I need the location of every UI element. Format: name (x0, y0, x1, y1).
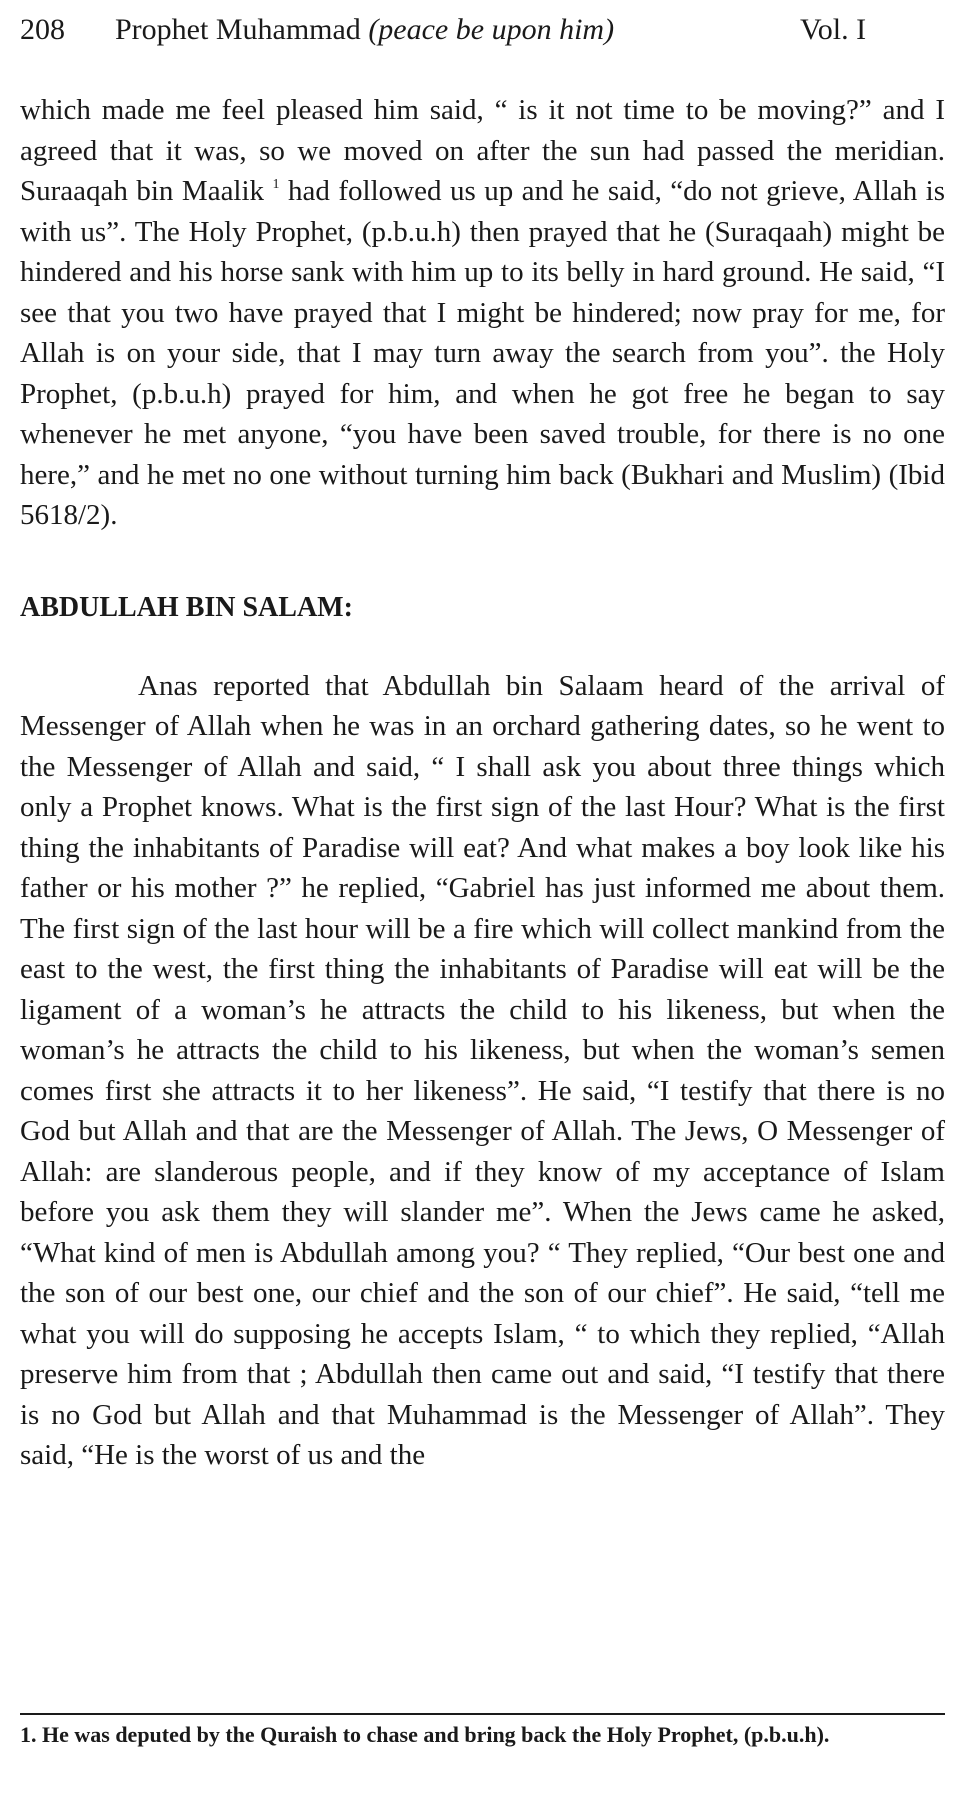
footnote: 1. He was deputed by the Quraish to chase and bring back the Holy Prophet, (p.b.u.h). (20, 1722, 830, 1747)
page-number: 208 (20, 13, 65, 46)
paragraph-text: which made me feel pleased him said, “ is it not time to be moving?” and I agreed that it was, so we moved on after the sun had passed the meridian. Suraaqah bin Maalik (20, 94, 945, 207)
book-title-subtitle: (peace be upon him) (368, 13, 615, 46)
book-title-main: Prophet Muhammad (115, 13, 361, 46)
running-header (20, 10, 945, 50)
body-text (20, 90, 945, 1476)
paragraph-text: had followed us up and he said, “do not grieve, Allah is with us”. The Holy Prophet, (p.b.u.h) then prayed that he (Suraqaah) might be hindered and his horse sank with him up to its belly in hard ground. He said, “I see that you two have prayed that I might be hindered; now pray for me, for Allah is on your side, that I may turn away the search from you”. the Holy Prophet, (p.b.u.h) prayed for him, and when he got free he began to say whenever he met anyone, “you have been saved trouble, for there is no one here,” and he met no one without turning him back (Bukhari and Muslim) (Ibid 5618/2). (20, 175, 946, 531)
section-paragraph: Anas reported that Abdullah bin Salaam heard of the arrival of Messenger of Allah when he was in an orchard gathering dates, so he went to the Messenger of Allah and said, “ I shall ask you about three things which only a Prophet knows. What is the first sign of the last Hour? What is the first thing the inhabitants of Paradise will eat? And what makes a boy look like his father or his mother ?” he replied, “Gabriel has just informed me about them. The first sign of the last hour will be a fire which will collect mankind from the east to the west, the first thing the inhabitants of Paradise will eat will be the ligament of a woman’s he attracts the child to his likeness, but when the woman’s he attracts the child to his likeness, but when the woman’s semen comes first she attracts it to her likeness”. He said, “I testify that there is no God but Allah and that are the Messenger of Allah. The Jews, O Messenger of Allah: are slanderous people, and if they know of my acceptance of Islam before you ask them they will slander me”. When the Jews came he asked, “What kind of men is Abdullah among you? “ They replied, “Our best one and the son of our best one, our chief and the son of our chief”. He said, “tell me what you will do supposing he accepts Islam, “ to which they replied, “Allah preserve him from that ; Abdullah then came out and said, “I testify that there is no God but Allah and that Muhammad is the Messenger of Allah”. They said, “He is the worst of us and the (20, 669, 945, 1471)
paragraph-continued (20, 90, 945, 536)
volume-label: Vol. I (800, 13, 867, 46)
footnote-divider (20, 1713, 945, 1715)
section-heading: ABDULLAH BIN SALAM: (20, 591, 353, 623)
footnote-reference[interactable]: 1 (272, 177, 280, 192)
book-title (115, 10, 614, 50)
